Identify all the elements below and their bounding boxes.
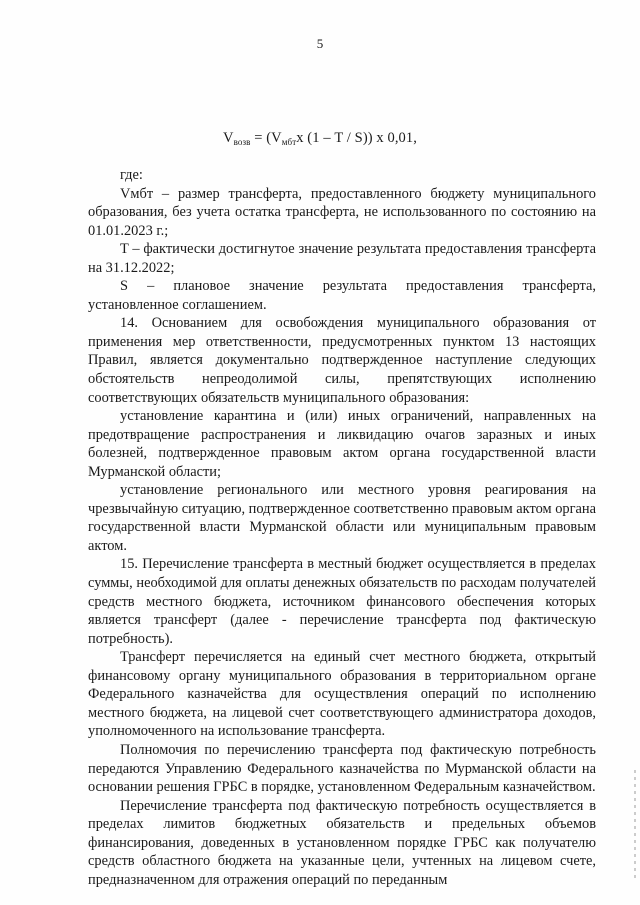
- paragraph-transfer-account: Трансферт перечисляется на единый счет местного бюджета, открытый финансовому органу муниципального образования в территориальном органе Федерального казначейства для осуществления операций по исполнению местного бюджета, на лицевой счет соответствующего администратора доходов, уполномоченного на использование трансферта.: [88, 649, 596, 740]
- paragraph-s-definition: S – плановое значение результата предоставления трансферта, установленное соглашением.: [88, 278, 596, 313]
- formula-v: V: [223, 130, 234, 146]
- formula-equals: = (V: [250, 130, 282, 146]
- formula-v-subscript: возв: [233, 137, 251, 147]
- paragraph-item-14: 14. Основанием для освобождения муниципального образования от применения мер ответственности, предусмотренных пунктом 13 настоящих Правил, является документально подтвержденное наступление следующих обстоятельств непреодолимой силы, препятствующих исполнению соответствующих обязательств муниципального образования:: [88, 315, 596, 406]
- formula-vm-subscript: мбт: [281, 137, 297, 147]
- paragraph-emergency: установление регионального или местного уровня реагирования на чрезвычайную ситуацию, подтвержденное соответственно правовым актом органа государственной власти Мурманской области или муниципальным правовым актом.: [88, 482, 596, 554]
- paragraph-t-definition: T – фактически достигнутое значение результата предоставления трансферта на 31.12.2022;: [88, 241, 596, 276]
- paragraph-powers: Полномочия по перечислению трансферта под фактическую потребность передаются Управлению Федерального казначейства по Мурманской области на основании решения ГРБС в порядке, установленном Федеральным казначейством.: [88, 741, 596, 796]
- scan-edge-mark: [634, 770, 636, 880]
- formula-rest: х (1 – T / S)) х 0,01,: [296, 130, 417, 146]
- document-body: [88, 166, 596, 889]
- page-number: 5: [316, 36, 324, 51]
- paragraph-where: где:: [120, 167, 143, 183]
- formula: [0, 130, 640, 147]
- paragraph-item-15: 15. Перечисление трансферта в местный бюджет осуществляется в пределах суммы, необходимой для оплаты денежных обязательств по расходам получателей средств местного бюджета, источником финансового обеспечения которых является трансферт (далее - перечисление трансферта под фактическую потребность).: [88, 556, 596, 647]
- paragraph-quarantine: установление карантина и (или) иных ограничений, направленных на предотвращение распространения и ликвидацию очагов заразных и иных болезней, подтвержденное правовым актом органа государственной власти Мурманской области;: [88, 408, 596, 480]
- paragraph-transfer-limits: Перечисление трансферта под фактическую потребность осуществляется в пределах лимитов бюджетных обязательств и предельных объемов финансирования, доведенных в установленном порядке ГРБС как получателю средств областного бюджета на указанные цели, учтенных на лицевом счете, предназначенном для отражения операций по переданным: [88, 797, 596, 888]
- paragraph-vmbt-definition: Vмбт – размер трансферта, предоставленного бюджету муниципального образования, без учета остатка трансферта, не использованного по состоянию на 01.01.2023 г.;: [88, 185, 596, 239]
